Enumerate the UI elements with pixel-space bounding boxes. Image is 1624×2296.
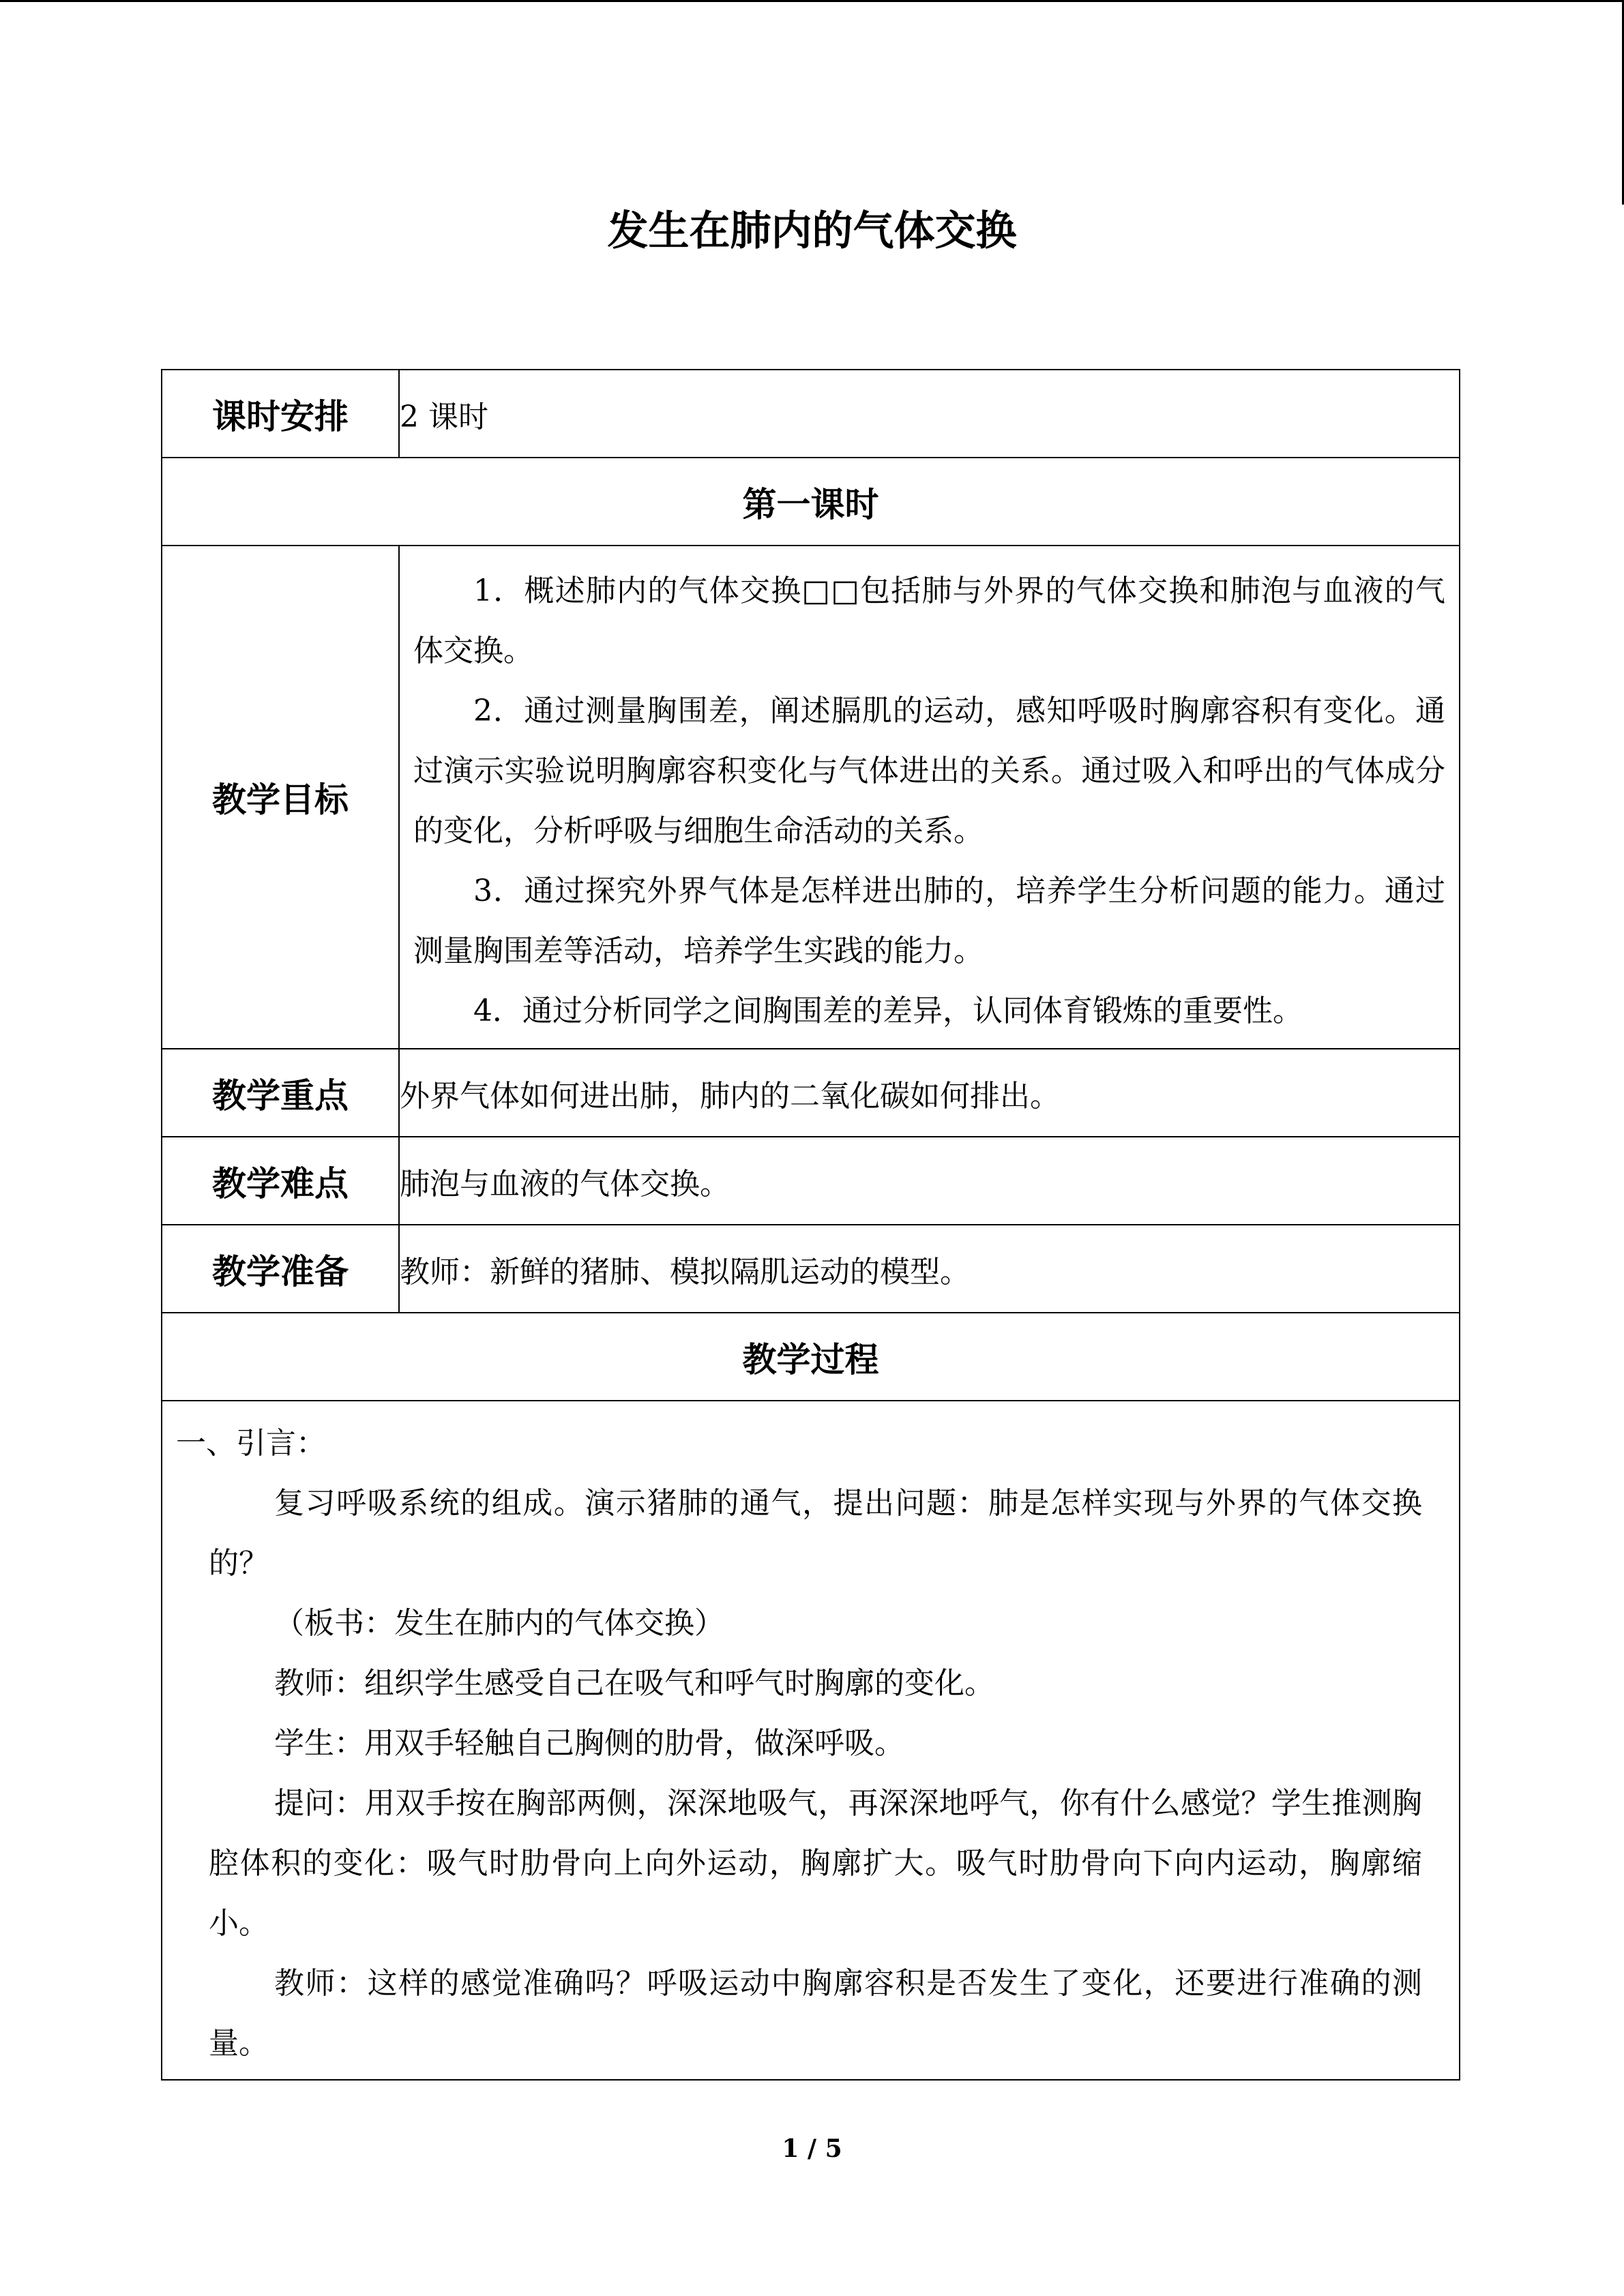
process-cell (162, 1401, 1460, 2080)
schedule-row (162, 370, 1460, 458)
goal-item: 2．通过测量胸围差，阐述膈肌的运动，感知呼吸时胸廓容积有变化。通过演示实验说明胸廓容积变化与气体进出的关系。通过吸入和呼出的气体成分的变化，分析呼吸与细胞生命活动的关系。 (413, 694, 1445, 848)
preparation-value: 教师：新鲜的猪肺、模拟隔肌运动的模型。 (399, 1225, 1460, 1313)
key-points-row (162, 1049, 1460, 1137)
process-heading: 教学过程 (162, 1313, 1460, 1401)
preparation-row (162, 1225, 1460, 1313)
difficulties-value: 肺泡与血液的气体交换。 (399, 1137, 1460, 1225)
process-paragraph: （板书：发生在肺内的气体交换） (274, 1606, 724, 1641)
schedule-value: 2 课时 (399, 370, 1460, 458)
process-paragraph: 学生：用双手轻触自己胸侧的肋骨，做深呼吸。 (274, 1726, 904, 1761)
document-title: 发生在肺内的气体交换 (607, 207, 1017, 255)
page-number: 1 / 5 (782, 2134, 842, 2163)
process-paragraph: 教师：这样的感觉准确吗？呼吸运动中胸廓容积是否发生了变化，还要进行准确的测量。 (209, 1966, 1422, 2061)
goals-cell (399, 546, 1460, 1049)
first-period-heading: 第一课时 (162, 458, 1460, 546)
key-points-label: 教学重点 (162, 1049, 399, 1137)
page-top-border (0, 0, 1624, 2)
lesson-plan-table (161, 369, 1460, 2081)
process-row (162, 1401, 1460, 2080)
schedule-label: 课时安排 (162, 370, 399, 458)
process-intro: 一、引言： (176, 1426, 326, 1461)
goal-item: 3．通过探究外界气体是怎样进出肺的，培养学生分析问题的能力。通过测量胸围差等活动，培养学生实践的能力。 (413, 874, 1445, 968)
goals-label: 教学目标 (162, 546, 399, 1049)
process-paragraph: 教师：组织学生感受自己在吸气和呼气时胸廓的变化。 (274, 1666, 994, 1701)
process-paragraph: 复习呼吸系统的组成。演示猪肺的通气，提出问题：肺是怎样实现与外界的气体交换的？ (209, 1486, 1422, 1581)
process-paragraph: 提问：用双手按在胸部两侧，深深地吸气，再深深地呼气，你有什么感觉？学生推测胸腔体积的变化：吸气时肋骨向上向外运动，胸廓扩大。吸气时肋骨向下向内运动，胸廓缩小。 (209, 1786, 1422, 1941)
preparation-label: 教学准备 (162, 1225, 399, 1313)
process-heading-row (162, 1313, 1460, 1401)
goals-row (162, 546, 1460, 1049)
goal-item: 4．通过分析同学之间胸围差的差异，认同体育锻炼的重要性。 (473, 994, 1303, 1028)
difficulties-label: 教学难点 (162, 1137, 399, 1225)
goal-item: 1．概述肺内的气体交换□□包括肺与外界的气体交换和肺泡与血液的气体交换。 (413, 573, 1445, 668)
key-points-value: 外界气体如何进出肺，肺内的二氧化碳如何排出。 (399, 1049, 1460, 1137)
difficulties-row (162, 1137, 1460, 1225)
first-period-row (162, 458, 1460, 546)
